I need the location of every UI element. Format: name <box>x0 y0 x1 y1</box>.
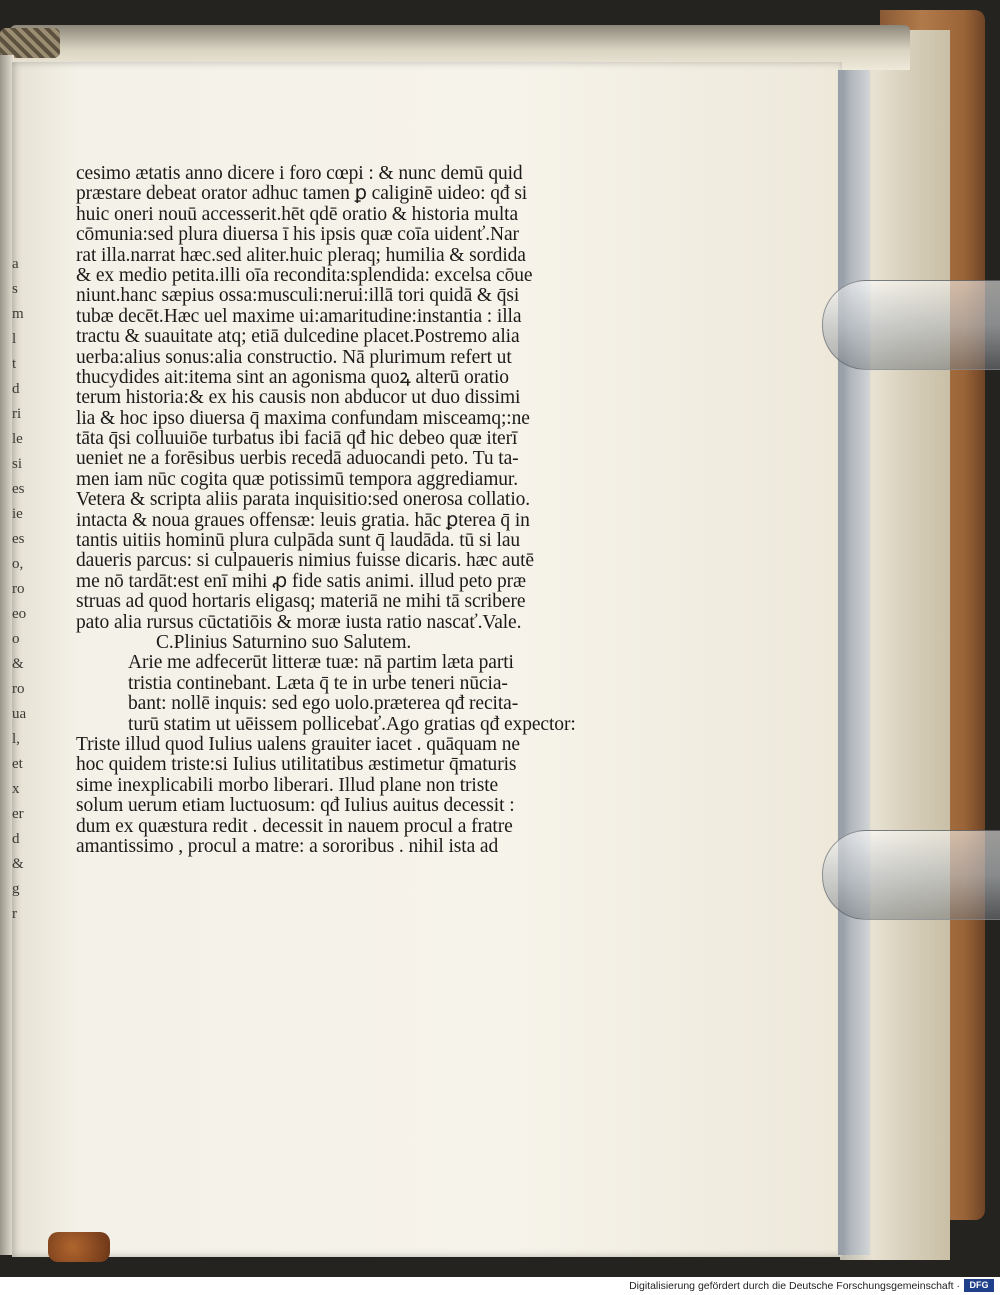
gutter-letter: o <box>12 631 20 647</box>
text-line: hoc quidem triste:si Iulius utilitatibus æstimetur q̄maturis <box>76 755 517 776</box>
gutter-letter: l, <box>12 731 20 747</box>
gutter-letter: & <box>12 856 24 872</box>
text-line: amantissimo , procul a matre: a sororibus . nihil ista ad <box>76 836 499 857</box>
bookmark-tassel <box>48 1232 110 1262</box>
page-clip-bottom <box>822 830 1000 920</box>
gutter-letter: ua <box>12 706 26 722</box>
text-line: pato alia rursus cūctatiōis & moræ iusta ratio nascať.Vale. <box>76 612 522 633</box>
facing-page-letters <box>12 252 26 927</box>
text-line: bant: nollē inquis: sed ego uolo.præterea qđ recita- <box>128 694 519 715</box>
text-line: Triste illud quod Iulius ualens grauiter iacet . quāquam ne <box>76 734 520 755</box>
text-line: dum ex quæstura redit . decessit in nauem procul a fratre <box>76 816 513 837</box>
gutter-letter: t <box>12 356 17 372</box>
text-line: tractu & suauitate atq; etiā dulcedine placet.Postremo alia <box>76 327 520 348</box>
text-line: niunt.hanc sæpius ossa:musculi:nerui:illā tori quidā & q̄si <box>76 286 520 307</box>
text-line: me nō tardāt:est enī mihi ꝓ fide satis animi. illud peto præ <box>76 571 526 592</box>
gutter-letter: et <box>12 756 23 772</box>
text-line: intacta & noua graues offensæ: leuis gratia. hāc ꝑterea q̄ in <box>76 510 530 531</box>
text-line: uerba:alius sonus:alia constructio. Nā plurimum refert ut <box>76 347 512 368</box>
gutter-letter: le <box>12 431 23 447</box>
text-line: Arie me adfecerūt litteræ tuæ: nā partim læta parti <box>128 653 514 674</box>
text-line: daueris parcus: si culpaueris nimius fuisse dicaris. hæc autē <box>76 551 534 572</box>
funding-credit: Digitalisierung gefördert durch die Deutsche Forschungsgemeinschaft · <box>629 1280 960 1292</box>
gutter-letter: m <box>12 306 24 322</box>
text-line: cōmunia:sed plura diuersa ī his ipsis quæ coīa uidenť.Nar <box>76 225 519 246</box>
gutter-letter: es <box>12 531 25 547</box>
gutter-letter: er <box>12 806 24 822</box>
dfg-logo: DFG <box>964 1279 994 1292</box>
gutter-letter: s <box>12 281 18 297</box>
text-line: solum uerum etiam luctuosum: qđ Iulius auitus decessit : <box>76 796 515 817</box>
gutter-letter: & <box>12 656 24 672</box>
footer-bar <box>0 1277 1000 1295</box>
gutter-letter: o, <box>12 556 24 572</box>
gutter-letter: g <box>12 881 20 897</box>
page-edge-shadow <box>838 70 870 1255</box>
text-line: men iam nūc cogita quæ potissimū tempora aggrediamur. <box>76 469 519 490</box>
gutter-letter: r <box>12 906 17 922</box>
text-line: tubæ decēt.Hæc uel maxime ui:amaritudine:instantia : illa <box>76 306 522 327</box>
text-line: cesimo ætatis anno dicere i foro cœpi : & nunc demū quid <box>76 164 523 184</box>
text-line: tāta q̄si colluuiōe turbatus ibi faciā qđ hic debeo quæ iterī <box>76 429 518 450</box>
gutter-letter: eo <box>12 606 26 622</box>
gutter-letter: si <box>12 456 23 472</box>
gutter-letter: l <box>12 331 17 347</box>
gutter-letter: ro <box>12 581 25 597</box>
text-line: & ex medio petita.illi oīa recondita:splendida: excelsa cōue <box>76 265 533 286</box>
incunable-text-block <box>76 164 636 857</box>
gutter-letter: d <box>12 831 20 847</box>
gutter-letter: d <box>12 381 20 397</box>
text-line: ueniet ne a forēsibus uerbis recedā aduocandi peto. Tu ta- <box>76 449 519 470</box>
text-line: thucydides ait:itema sint an agonisma quoꝝ alterū oratio <box>76 367 509 388</box>
text-line: struas ad quod hortaris eligasq; materiā ne mihi tā scribere <box>76 592 526 613</box>
book-page <box>12 62 842 1257</box>
text-line: C.Plinius Saturnino suo Salutem. <box>156 632 412 653</box>
gutter-letter: ie <box>12 506 23 522</box>
text-line: præstare debeat orator adhuc tamen ꝑ caliginē uideo: qđ si <box>76 184 528 205</box>
text-line: huic oneri nouū accesserit.hēt qdē oratio & historia multa <box>76 204 519 225</box>
text-line: lia & hoc ipso diuersa q̄ maxima confundam misceamq;:ne <box>76 408 530 429</box>
text-line: terum historia:& ex his causis non abducor ut duo dissimi <box>76 388 521 409</box>
text-line: tantis uitiis hominū plura culpāda sunt q̄ laudāda. tū si lau <box>76 531 521 552</box>
gutter-letter: ro <box>12 681 25 697</box>
text-line: sime inexplicabili morbo liberari. Illud plane non triste <box>76 775 499 796</box>
gutter-letter: a <box>12 256 19 272</box>
page-clip-top <box>822 280 1000 370</box>
gutter-letter: x <box>12 781 20 797</box>
text-line: turū statim ut uēissem pollicebať.Ago gratias qđ expector: <box>128 714 576 735</box>
text-line: rat illa.narrat hæc.sed aliter.huic pleraq; humilia & sordida <box>76 245 526 266</box>
gutter-letter: es <box>12 481 25 497</box>
binding-tie <box>0 28 60 58</box>
text-line: Vetera & scripta aliis parata inquisitio:sed onerosa collatio. <box>76 490 531 511</box>
text-line: tristia continebant. Læta q̄ te in urbe teneri nūcia- <box>128 673 508 694</box>
gutter-letter: ri <box>12 406 22 422</box>
